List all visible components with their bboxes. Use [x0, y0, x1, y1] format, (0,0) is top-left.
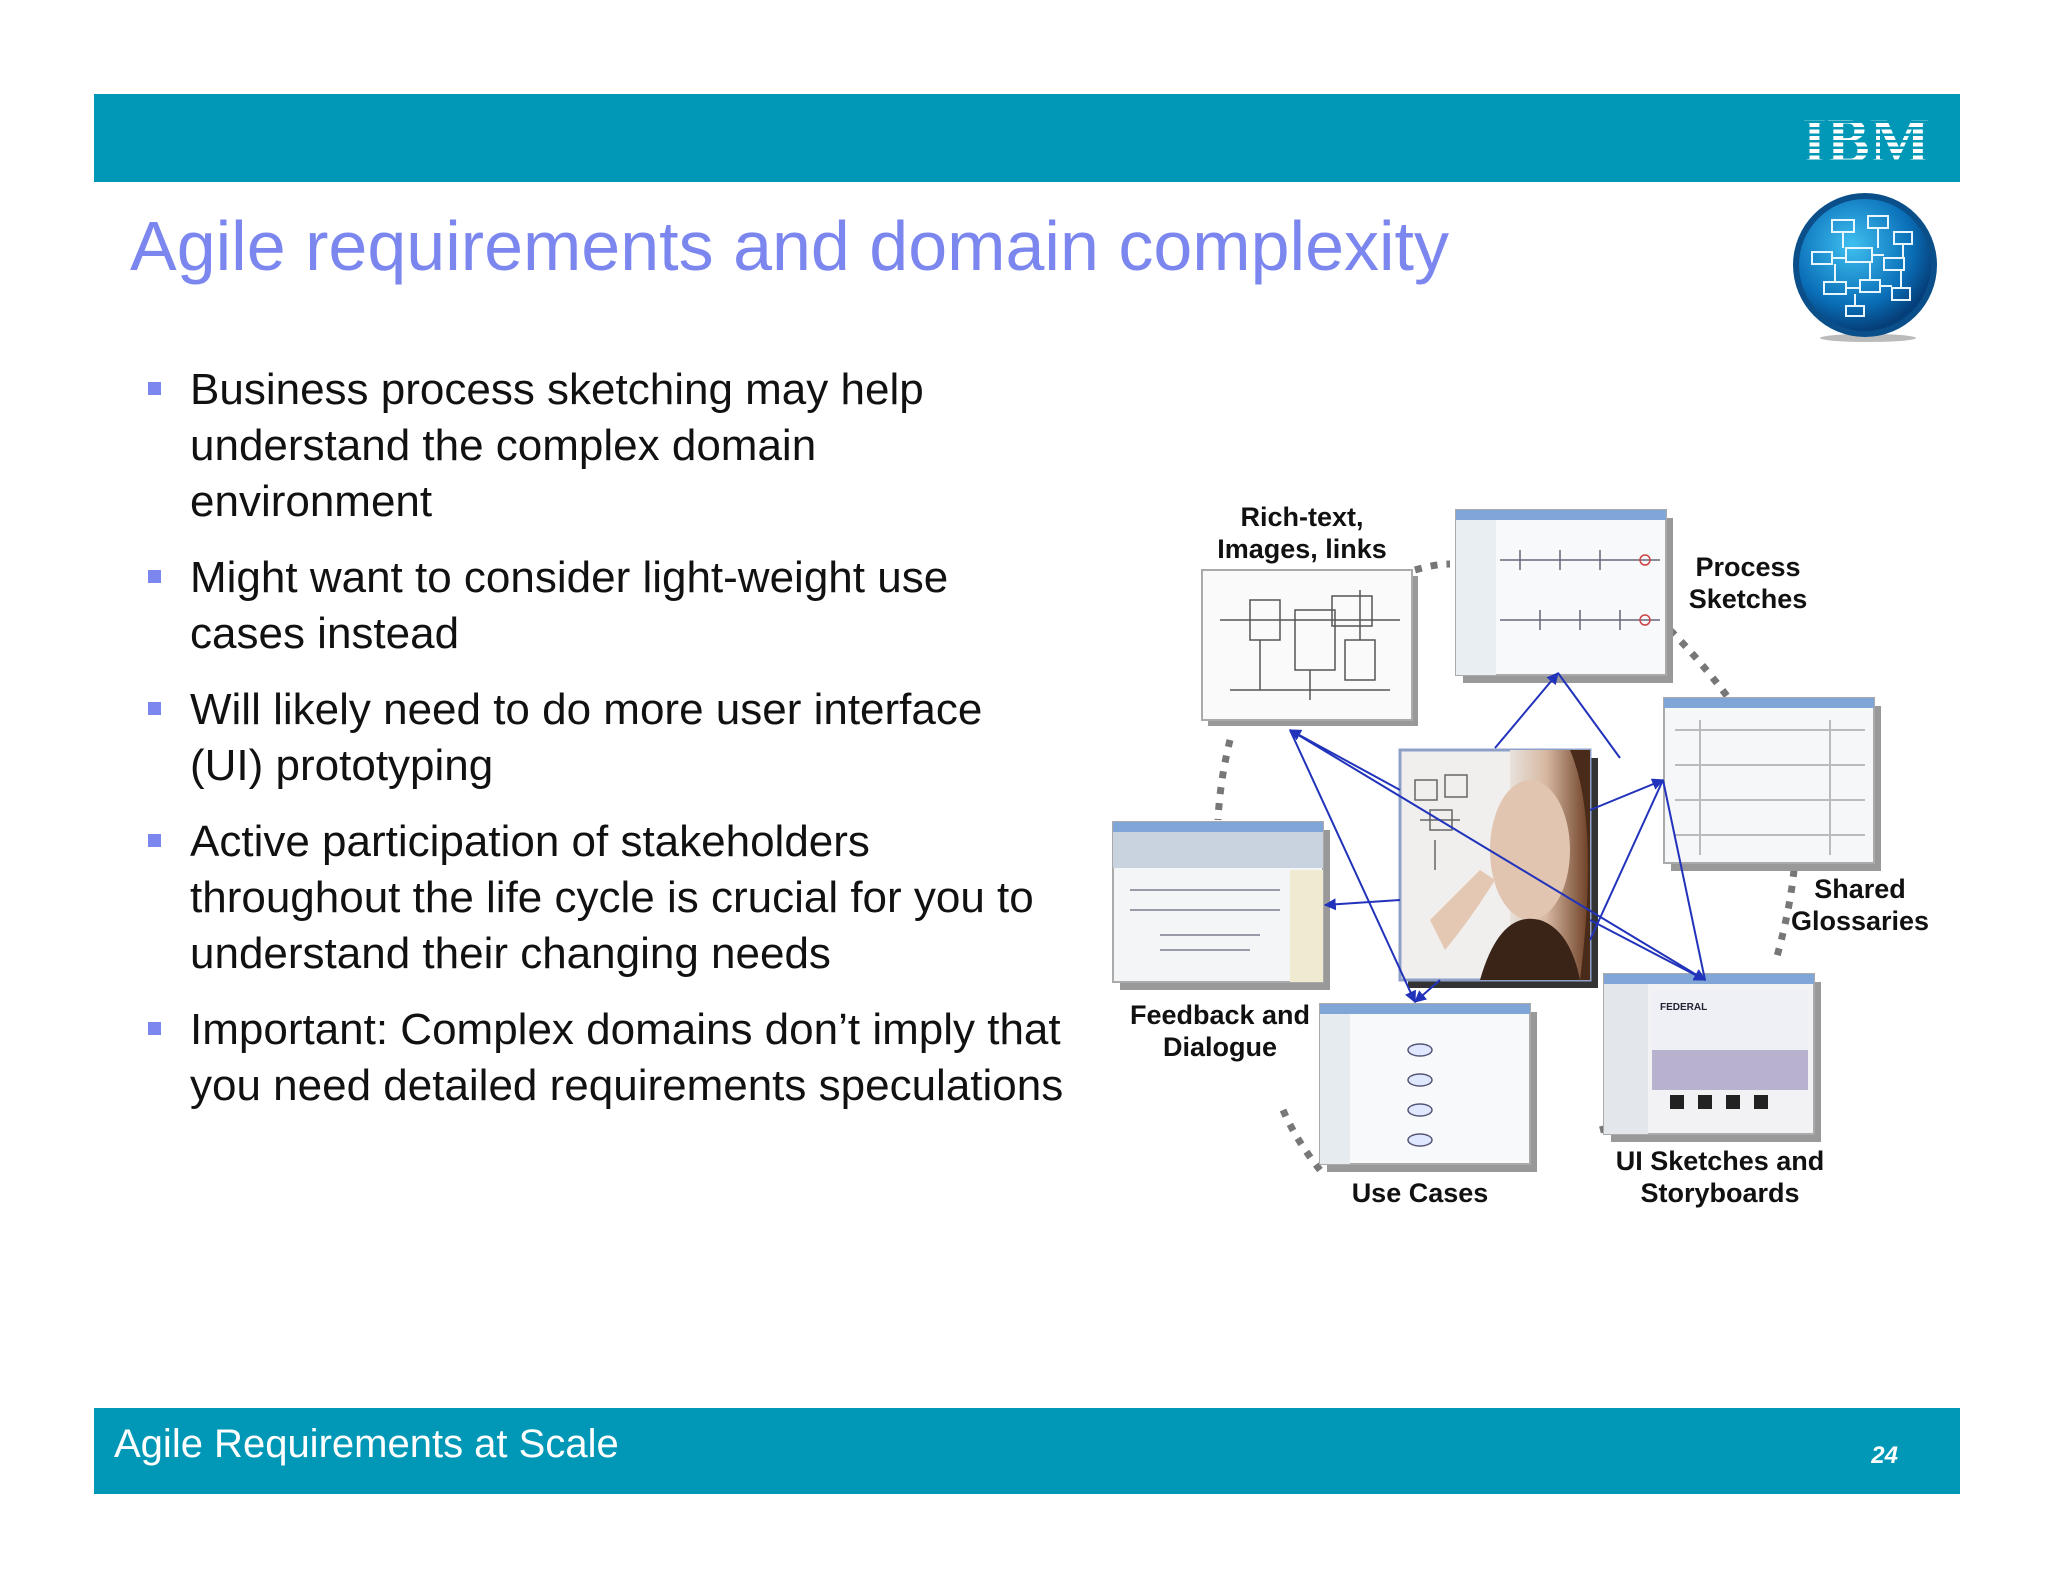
ibm-logo-text: IBM	[1802, 110, 1930, 168]
label-feedback: Feedback and	[1129, 1000, 1311, 1030]
label-ui-sketches: UI Sketches and	[1615, 1146, 1825, 1176]
storyboard-brand-text: FEDERAL	[1660, 1002, 1708, 1013]
label-storyboards: Storyboards	[1640, 1178, 1800, 1208]
bullet-marker	[148, 382, 161, 395]
feedback-screenshot	[1113, 822, 1330, 990]
bullet-item	[146, 1002, 1066, 1114]
bullet-item	[146, 814, 1066, 982]
bullet-text: Will likely need to do more user interface (UI) prototyping	[190, 685, 983, 790]
bullet-text: Might want to consider light-weight use cases instead	[190, 553, 949, 658]
slide-title: Agile requirements and domain complexity	[130, 207, 1449, 285]
label-dialogue: Dialogue	[1162, 1032, 1278, 1062]
footer-bar	[94, 1408, 1960, 1494]
bullet-marker	[148, 570, 161, 583]
requirements-diagram	[1100, 490, 1960, 1230]
process-globe-icon	[1790, 192, 1940, 342]
storyboard-screenshot	[1604, 974, 1821, 1142]
label-rich-text: Rich-text,	[1240, 502, 1364, 532]
bullet-item	[146, 362, 1066, 530]
use-cases-screenshot	[1320, 1004, 1537, 1172]
bullet-marker	[148, 834, 161, 847]
bullet-text: Active participation of stakeholders throughout the life cycle is crucial for you to understand their changing needs	[190, 817, 1034, 978]
bullet-text: Business process sketching may help understand the complex domain environment	[190, 365, 924, 526]
page-number: 24	[1871, 1442, 1898, 1469]
label-images-links: Images, links	[1217, 534, 1387, 564]
footer-title: Agile Requirements at Scale	[114, 1422, 619, 1466]
label-sketches: Sketches	[1688, 584, 1808, 614]
ibm-logo	[1794, 110, 1938, 168]
label-shared: Shared	[1814, 874, 1906, 904]
process-sketch-screenshot	[1456, 510, 1673, 683]
glossary-screenshot	[1664, 698, 1881, 871]
header-bar	[94, 94, 1960, 182]
bullet-text: Important: Complex domains don’t imply that you need detailed requirements speculations	[190, 1005, 1064, 1110]
rich-text-screenshot	[1202, 570, 1418, 726]
bullet-item	[146, 550, 1066, 662]
center-photo	[1400, 750, 1598, 988]
bullet-marker	[148, 1022, 161, 1035]
bullet-marker	[148, 702, 161, 715]
bullet-list	[146, 362, 1066, 1134]
label-glossaries: Glossaries	[1790, 906, 1930, 936]
label-process: Process	[1695, 552, 1801, 582]
bullet-item	[146, 682, 1066, 794]
label-use-cases: Use Cases	[1351, 1178, 1489, 1208]
